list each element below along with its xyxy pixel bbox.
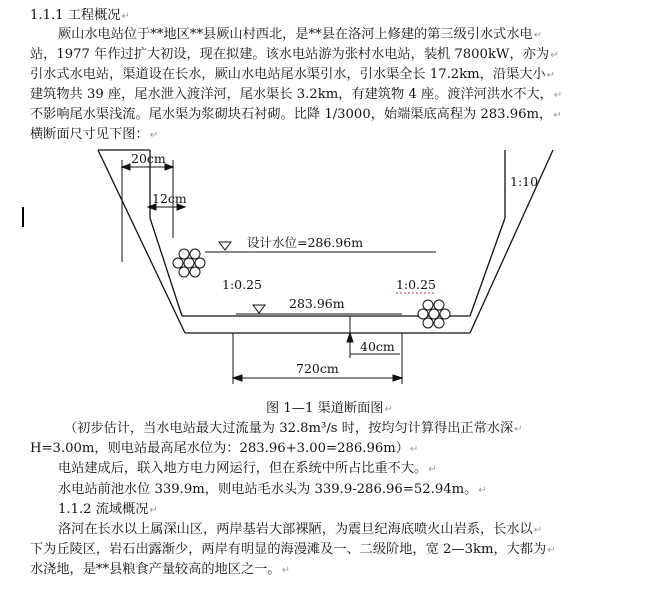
bottom-thickness-label: 40cm xyxy=(360,339,395,354)
left-slope-label: 1:0.25 xyxy=(222,277,262,292)
paragraph-line: 引水式水电站，渠道设在长水，厥山水电站尾水渠引水，引水渠全长 17.2km，沿渠大小↵ xyxy=(30,67,556,82)
paragraph-line: 水浇地，是**县粮食产量较高的地区之一。↵ xyxy=(30,562,290,577)
bed-level-label: 283.96m xyxy=(289,296,345,311)
right-slope-label: 1:0.25 xyxy=(396,277,436,292)
paragraph-line: 建筑物共 39 座，尾水泄入渡洋河，尾水渠长 3.2km，有建筑物 4 座。渡洋河洪水不大，↵ xyxy=(30,87,563,102)
paragraph-line: 电站建成后，联入地方电力网运行，但在系统中所占比重不大。↵ xyxy=(58,461,437,476)
dimension-top-width xyxy=(122,160,173,262)
paragraph-line: 洛河在长水以上属深山区，两岸基岩大部裸陋，为震旦纪海底喷火山岩系，长水以↵ xyxy=(58,522,543,537)
outer-slope-label: 1:10 xyxy=(510,174,539,189)
left-stone-lining-icon xyxy=(173,249,205,277)
right-stone-lining-icon xyxy=(418,300,450,328)
paragraph-line: 横断面尺寸见下图：↵ xyxy=(30,127,159,142)
paragraph-line: 下为丘陵区，岩石出露渐少，两岸有明显的海漫滩及一、二级阶地，宽 2—3km，大都为↵ xyxy=(30,542,556,557)
paragraph-line: （初步估计，当水电站最大过流量为 32.8m³/s 时，按均匀计算得出正常水深↵ xyxy=(64,421,523,436)
design-water-level-label: 设计水位=286.96m xyxy=(247,235,364,250)
section-heading-1-1-1: 1.1.1 工程概况↵ xyxy=(30,8,130,23)
paragraph-line: 不影响尾水渠浅流。尾水渠为浆砌块石衬砌。比降 1/3000，始端渠底高程为 283.96m，↵ xyxy=(30,107,562,122)
dimension-top-width-label: 20cm xyxy=(131,151,166,166)
paragraph-line: 站，1977 年作过扩大初设，现在拟建。该水电站游为张村水电站，装机 7800kW，亦为↵ xyxy=(30,47,559,62)
dimension-lining-width-label: 12cm xyxy=(152,191,187,206)
bottom-width-label: 720cm xyxy=(296,361,339,376)
paragraph-line: 厥山水电站位于**地区**县厥山村西北，是**县在洛河上修建的第三级引水式水电↵ xyxy=(58,27,543,42)
figure-caption: 图 1—1 渠道断面图↵ xyxy=(266,401,393,416)
section-heading-1-1-2: 1.1.2 流域概况↵ xyxy=(58,502,158,517)
paragraph-line: 水电站前池水位 339.9m，则电站毛水头为 339.9-286.96=52.94m。↵ xyxy=(58,482,487,497)
paragraph-line: H=3.00m，则电站最高尾水位为：283.96+3.00=286.96m）↵ xyxy=(30,441,419,456)
